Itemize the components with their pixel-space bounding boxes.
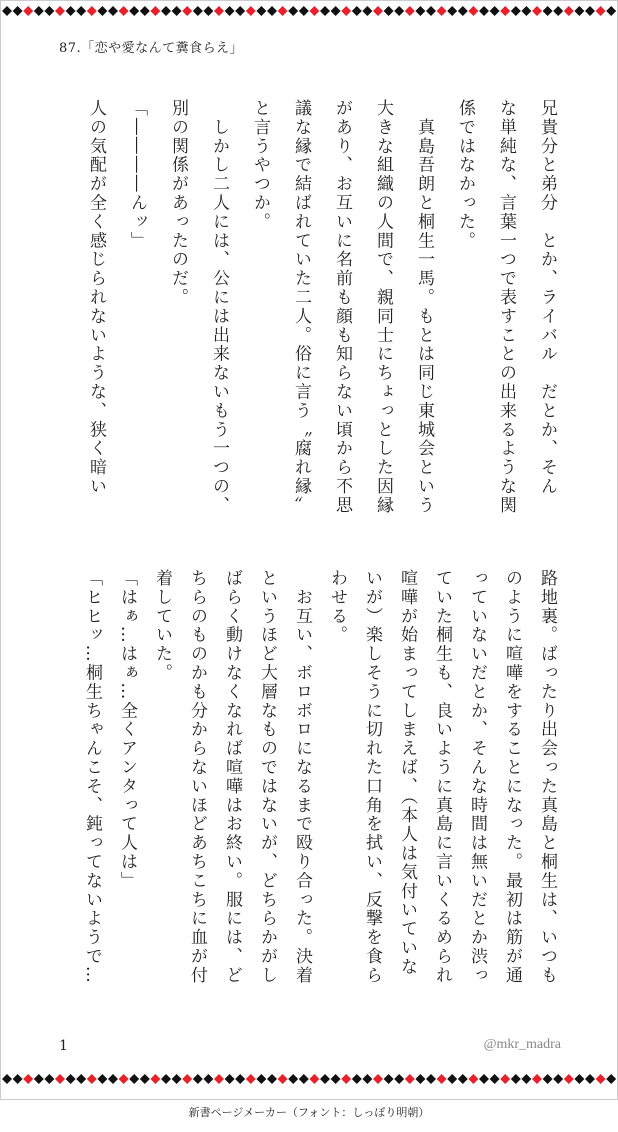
diamond-ornament [278,6,288,16]
footer-credit: 新書ページメーカー（フォント：しっぽり明朝） [188,1106,430,1119]
diamond-ornament [299,6,309,16]
diamond-ornament [193,1074,203,1084]
text-column: っていないだとか、そんな時間は無いだとか渋っ [467,569,487,985]
diamond-ornament [150,1074,160,1084]
text-column: お互い、ボロボロになるまで殴り合った。決着 [292,569,312,985]
diamond-ornament [564,6,574,16]
diamond-ornament [203,1074,213,1084]
diamond-ornament [182,6,192,16]
text-column: な単純な、言葉一つで表すことの出来るような関 [496,99,516,515]
diamond-ornament [384,1074,394,1084]
chapter-title: 87.「恋や愛なんて糞食らえ」 [59,41,244,56]
diamond-ornament [596,1074,606,1084]
diamond-ornament [161,6,171,16]
diamond-ornament [172,6,182,16]
diamond-ornament [193,6,203,16]
diamond-ornament [44,6,54,16]
diamond-ornament [468,6,478,16]
diamond-ornament [500,1074,510,1084]
diamond-ornament [553,1074,563,1084]
text-column: ていた桐生も、良いように真島に言いくるめられ [432,569,452,985]
diamond-ornament [585,1074,595,1084]
diamond-ornament [119,6,129,16]
diamond-ornament [511,6,521,16]
diamond-ornament [203,6,213,16]
diamond-ornament [55,1074,65,1084]
diamond-ornament [490,1074,500,1084]
diamond-ornament [309,1074,319,1084]
diamond-ornament [55,6,65,16]
diamond-ornament [437,1074,447,1084]
diamond-ornament [543,1074,553,1084]
diamond-ornament [23,1074,33,1084]
diamond-ornament [553,6,563,16]
diamond-ornament [140,1074,150,1084]
diamond-ornament [394,1074,404,1084]
text-column: しかし二人には、公には出来ないもう一つの、 [209,99,229,515]
diamond-ornament [564,1074,574,1084]
text-column: わせる。 [327,569,347,645]
diamond-ornament [214,1074,224,1084]
diamond-ornament [426,6,436,16]
diamond-ornament [532,6,542,16]
diamond-ornament [119,1074,129,1084]
diamond-ornament [108,1074,118,1084]
diamond-ornament [384,6,394,16]
diamond-ornament [585,6,595,16]
diamond-ornament [97,1074,107,1084]
diamond-ornament [415,1074,425,1084]
diamond-ornament [309,6,319,16]
text-column: ちらのものかも分からないほどあちこちに血が付 [187,569,207,985]
diamond-ornament [341,1074,351,1084]
text-column: があり、お互いに名前も顔も知らない頃から不思 [332,99,352,515]
diamond-ornament [23,6,33,16]
text-column: 議な縁で結ばれていた二人。俗に言う〝腐れ縁〟 [291,99,311,515]
diamond-ornament [394,6,404,16]
diamond-ornament [288,1074,298,1084]
text-column: というほど大層なものではないが、どちらかがし [257,569,277,985]
diamond-ornament [543,6,553,16]
text-column: 大きな組織の人間で、親同士にちょっとした因縁 [373,99,393,515]
diamond-ornament [34,6,44,16]
diamond-ornament [341,6,351,16]
diamond-ornament [87,1074,97,1084]
text-column: と言うやつか。 [250,99,270,232]
diamond-ornament [225,6,235,16]
text-column: 係ではなかった。 [455,99,475,251]
diamond-ornament [532,1074,542,1084]
diamond-ornament [373,6,383,16]
diamond-ornament [362,1074,372,1084]
diamond-ornament [521,1074,531,1084]
diamond-ornament [288,6,298,16]
diamond-ornament [225,1074,235,1084]
diamond-ornament [331,1074,341,1084]
diamond-ornament [44,1074,54,1084]
bottom-diamond-border [1,1069,618,1089]
diamond-ornament [235,1074,245,1084]
diamond-ornament [246,6,256,16]
text-column: 別の関係があったのだ。 [168,99,188,307]
diamond-ornament [574,1074,584,1084]
text-column: 「はぁ…はぁ…全くアンタって人は」 [117,569,137,891]
diamond-ornament [574,6,584,16]
diamond-ornament [490,6,500,16]
text-column: 真島吾朗と桐生一馬。もとは同じ東城会という [414,99,434,515]
diamond-ornament [458,6,468,16]
text-column: 喧嘩が始まってしまえば、（本人は気付いていな [397,569,417,977]
diamond-ornament [521,6,531,16]
diamond-ornament [97,6,107,16]
diamond-ornament [320,1074,330,1084]
diamond-ornament [13,1074,23,1084]
diamond-ornament [34,1074,44,1084]
diamond-ornament [606,1074,616,1084]
diamond-ornament [108,6,118,16]
diamond-ornament [66,1074,76,1084]
text-column: 路地裏。ばったり出会った真島と桐生は、いつも [537,569,557,985]
diamond-ornament [437,6,447,16]
diamond-ornament [161,1074,171,1084]
diamond-ornament [267,6,277,16]
top-diamond-border [1,1,618,21]
diamond-ornament [500,6,510,16]
diamond-ornament [362,6,372,16]
diamond-ornament [172,1074,182,1084]
diamond-ornament [246,1074,256,1084]
text-column: のように喧嘩をすることになった。最初は筋が通 [502,569,522,985]
diamond-ornament [596,6,606,16]
diamond-ornament [606,6,616,16]
text-column: 着していた。 [152,569,172,683]
diamond-ornament [468,1074,478,1084]
diamond-ornament [458,1074,468,1084]
diamond-ornament [256,1074,266,1084]
diamond-ornament [140,6,150,16]
diamond-ornament [2,1074,12,1084]
diamond-ornament [76,6,86,16]
text-column: いが）楽しそうに切れた口角を拭い、反撃を食ら [362,569,382,985]
diamond-ornament [267,1074,277,1084]
text-column: 「ヒヒッ…桐生ちゃんこそ、鈍ってないようで… [82,569,102,985]
diamond-ornament [129,6,139,16]
diamond-ornament [405,1074,415,1084]
diamond-ornament [320,6,330,16]
diamond-ornament [426,1074,436,1084]
diamond-ornament [373,1074,383,1084]
text-column: ばらく動けなくなれば喧嘩はお終い。服には、ど [222,569,242,985]
diamond-ornament [76,1074,86,1084]
diamond-ornament [87,6,97,16]
page-number: 1 [59,1038,68,1054]
diamond-ornament [182,1074,192,1084]
diamond-ornament [352,1074,362,1084]
text-column: 人の気配が全く感じられないような、狭く暗い [86,99,106,496]
text-column: 兄貴分と弟分 とか、ライバル だとか、そん [537,99,557,496]
diamond-ornament [150,6,160,16]
diamond-ornament [256,6,266,16]
text-column: 「――――んッ」 [127,99,147,251]
diamond-ornament [415,6,425,16]
diamond-ornament [479,1074,489,1084]
diamond-ornament [331,6,341,16]
author-handle: @mkr_madra [483,1037,561,1052]
diamond-ornament [447,6,457,16]
diamond-ornament [13,6,23,16]
diamond-ornament [66,6,76,16]
diamond-ornament [479,6,489,16]
diamond-ornament [278,1074,288,1084]
diamond-ornament [405,6,415,16]
diamond-ornament [447,1074,457,1084]
diamond-ornament [352,6,362,16]
diamond-ornament [235,6,245,16]
diamond-ornament [129,1074,139,1084]
diamond-ornament [511,1074,521,1084]
diamond-ornament [214,6,224,16]
diamond-ornament [299,1074,309,1084]
diamond-ornament [2,6,12,16]
